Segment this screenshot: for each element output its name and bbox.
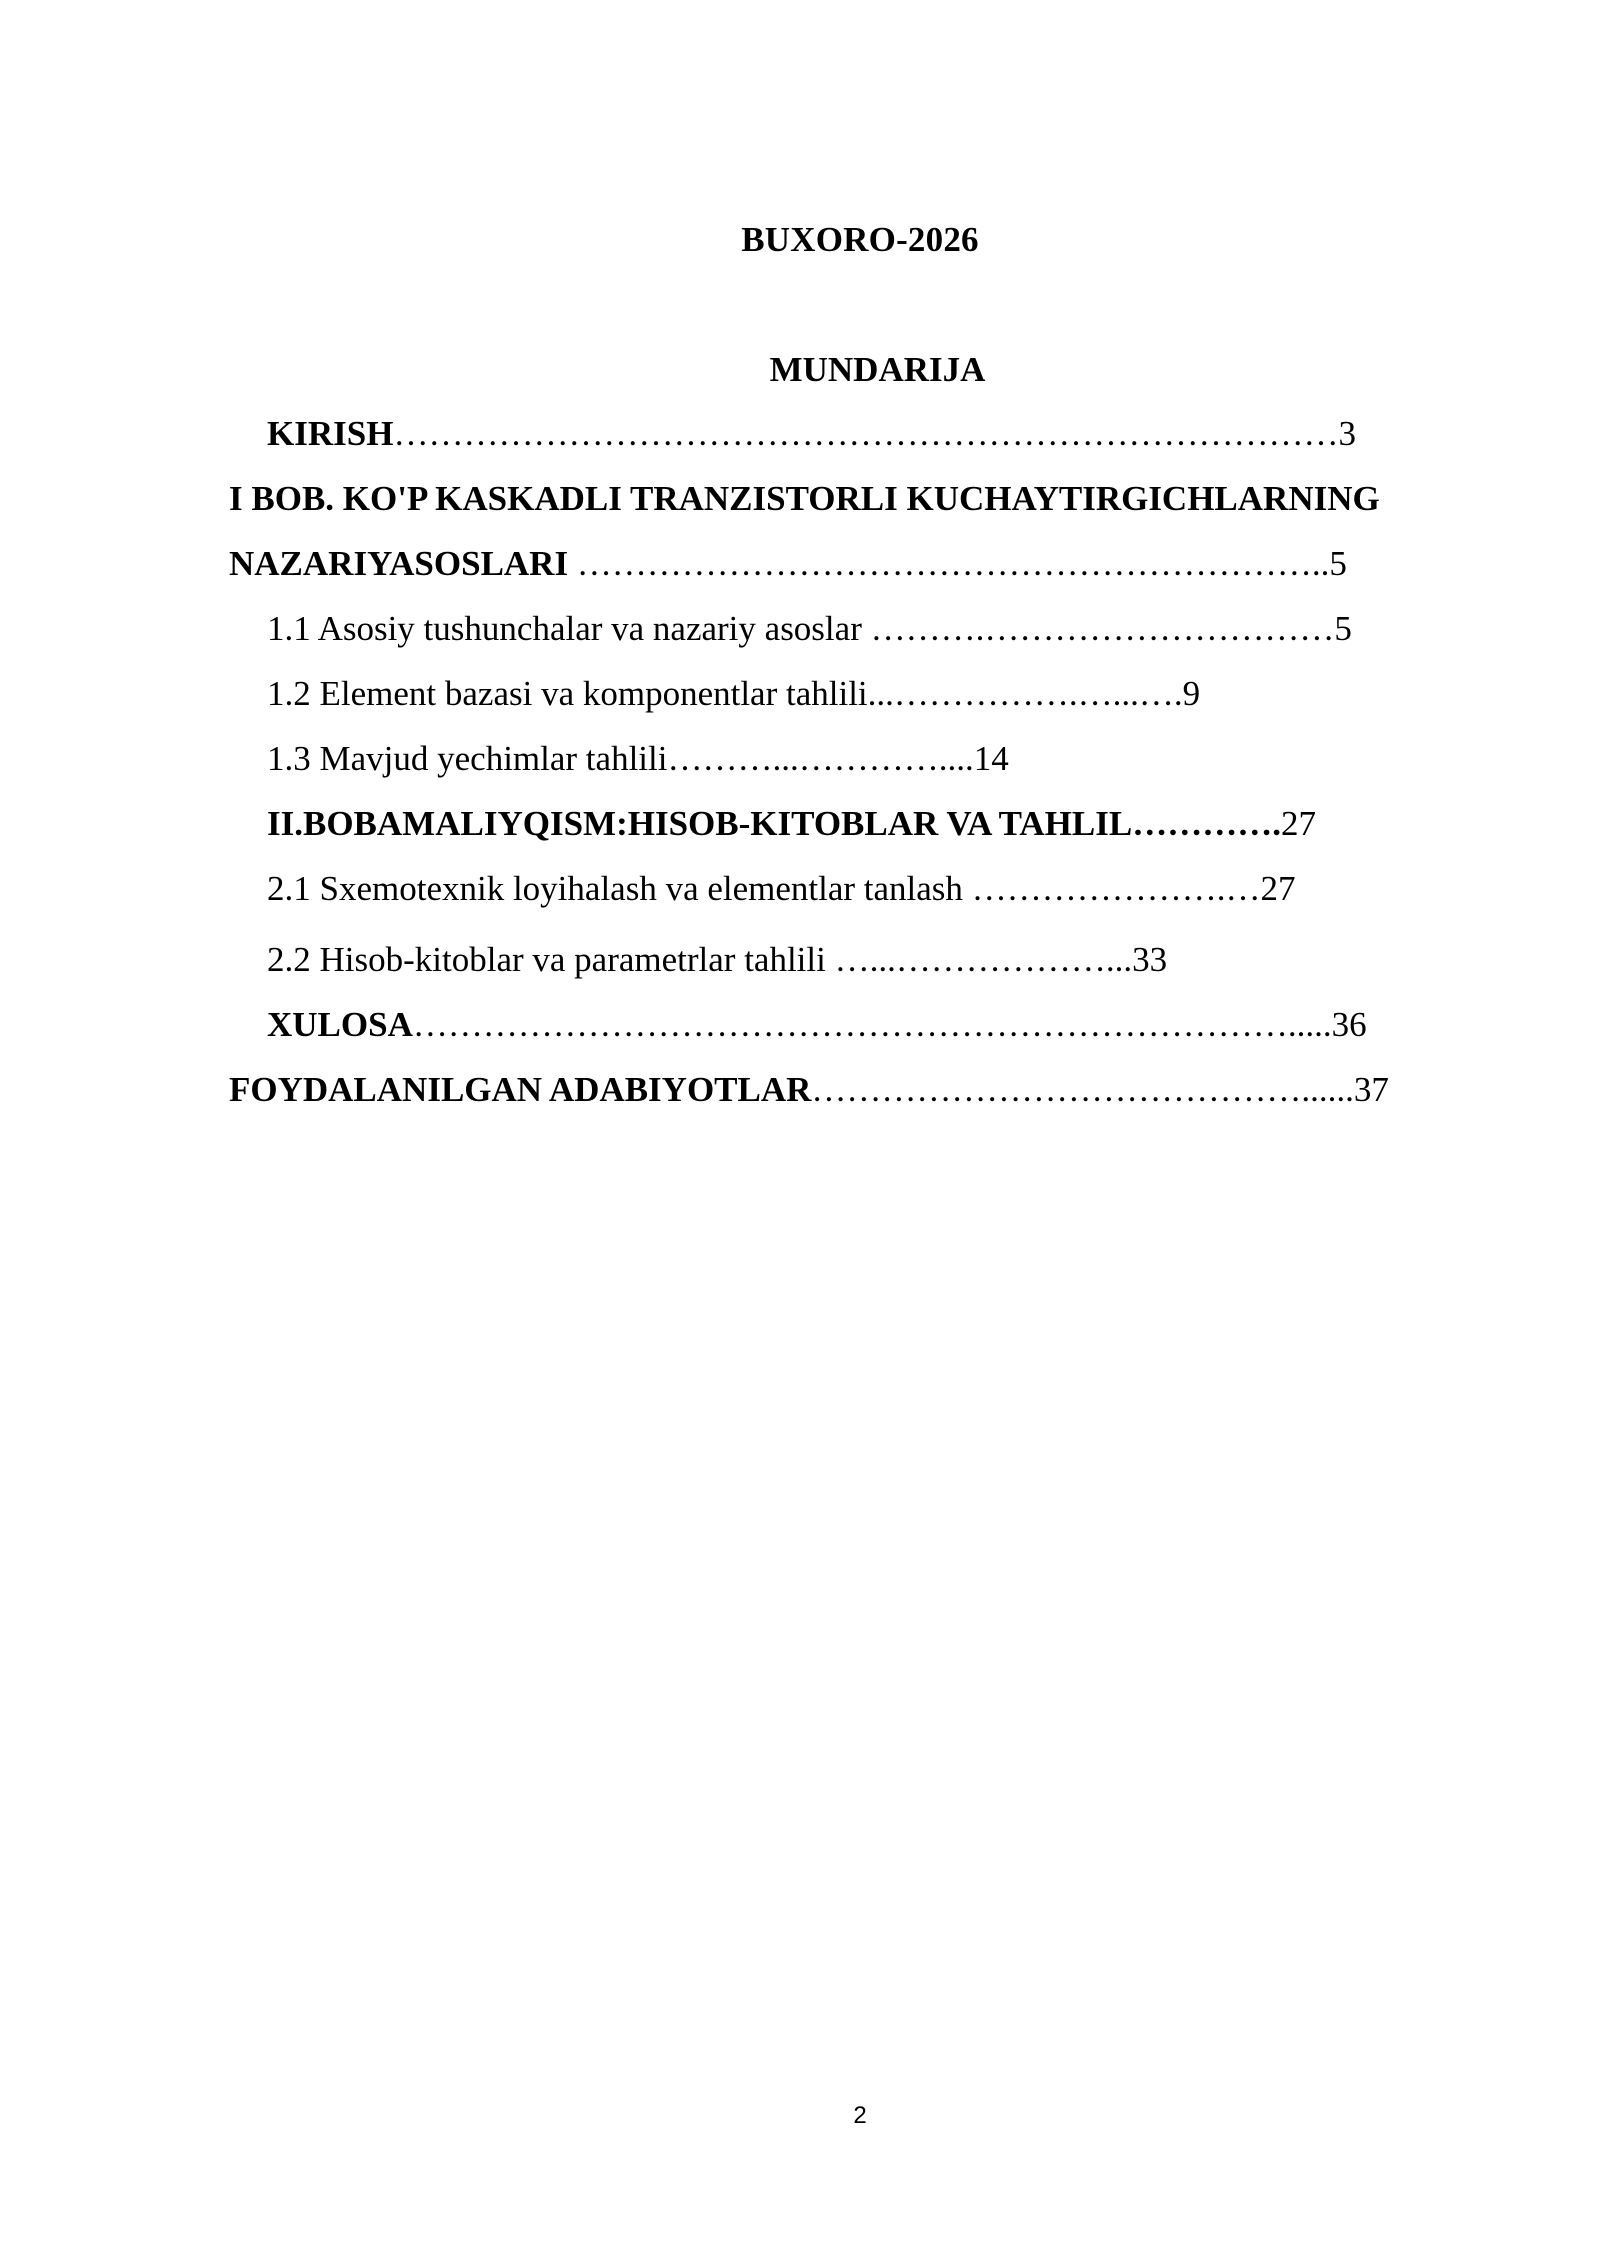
toc-entry-leader: ……………………………………......: [811, 1070, 1354, 1109]
toc-entry-leader: …...………………...: [834, 940, 1133, 979]
toc-entry-leader: ………………….…: [971, 869, 1261, 908]
toc-entry-label: XULOSA: [267, 1005, 413, 1044]
toc-entry-2-1: [267, 869, 1295, 909]
toc-entry-label: FOYDALANILGAN ADABIYOTLAR: [229, 1070, 812, 1109]
page-number: 2: [853, 2102, 867, 2129]
toc-entry-page: 37: [1353, 1070, 1389, 1109]
toc-entry-label: II.BOBAMALIYQISM:HISOB-KITOBLAR VA TAHLIL: [267, 804, 1133, 843]
toc-entry-leader: ……………………………………………………….: [576, 544, 1321, 583]
toc-entry-chapter2: [267, 804, 1316, 844]
toc-entry-leader: ……….…………………………: [870, 609, 1335, 648]
toc-entry-page: 36: [1331, 1005, 1367, 1044]
toc-entry-page: 14: [973, 739, 1009, 778]
toc-entry-references: [229, 1070, 1389, 1110]
toc-entry-page: 9: [1182, 674, 1201, 713]
toc-entry-1-3: [267, 739, 1009, 779]
toc-entry-label: 1.2 Element bazasi va komponentlar tahlili: [267, 674, 868, 713]
toc-entry-xulosa: [267, 1005, 1367, 1045]
toc-entry-page: 3: [1338, 414, 1356, 453]
toc-entry-page: 33: [1132, 940, 1168, 979]
toc-entry-label: I BOB. KO'P KASKADLI TRANZISTORLI KUCHAYTIRGICHLARNING: [229, 479, 1380, 518]
toc-entry-page: 27: [1280, 804, 1316, 843]
toc-entry-2-2: [267, 940, 1167, 980]
toc-entry-1-1: [267, 609, 1352, 649]
toc-entry-leader: ...…………….…...….: [867, 674, 1183, 713]
city-year-heading: BUXORO-2026: [741, 220, 979, 259]
toc-entry-label: NAZARIYASOSLARI: [229, 544, 577, 583]
toc-entry-leader: ………………………………………………………………….....: [412, 1005, 1332, 1044]
toc-entry-leader: ………….: [1132, 804, 1281, 843]
toc-entry-1-2: [267, 674, 1200, 714]
toc-entry-leader: ………...…………....: [667, 739, 974, 778]
toc-entry-page: 5: [1334, 609, 1352, 648]
toc-heading: MUNDARIJA: [769, 350, 986, 389]
toc-entry-label: 1.3 Mavjud yechimlar tahlili: [267, 739, 668, 778]
toc-entry-chapter1-cont: [229, 544, 1347, 584]
toc-entry-page: 27: [1260, 869, 1296, 908]
toc-entry-label: KIRISH: [267, 414, 394, 453]
toc-entry-leader: ………………………………………………………………………: [393, 414, 1339, 453]
toc-entry-chapter1-title: [229, 479, 1380, 519]
toc-entry-page: .5: [1320, 544, 1347, 583]
toc-entry-label: 1.1 Asosiy tushunchalar va nazariy asoslar: [267, 609, 871, 648]
toc-entry-kirish: [267, 414, 1356, 454]
toc-entry-label: 2.2 Hisob-kitoblar va parametrlar tahlili: [267, 940, 835, 979]
toc-entry-label: 2.1 Sxemotexnik loyihalash va elementlar tanlash: [267, 869, 972, 908]
